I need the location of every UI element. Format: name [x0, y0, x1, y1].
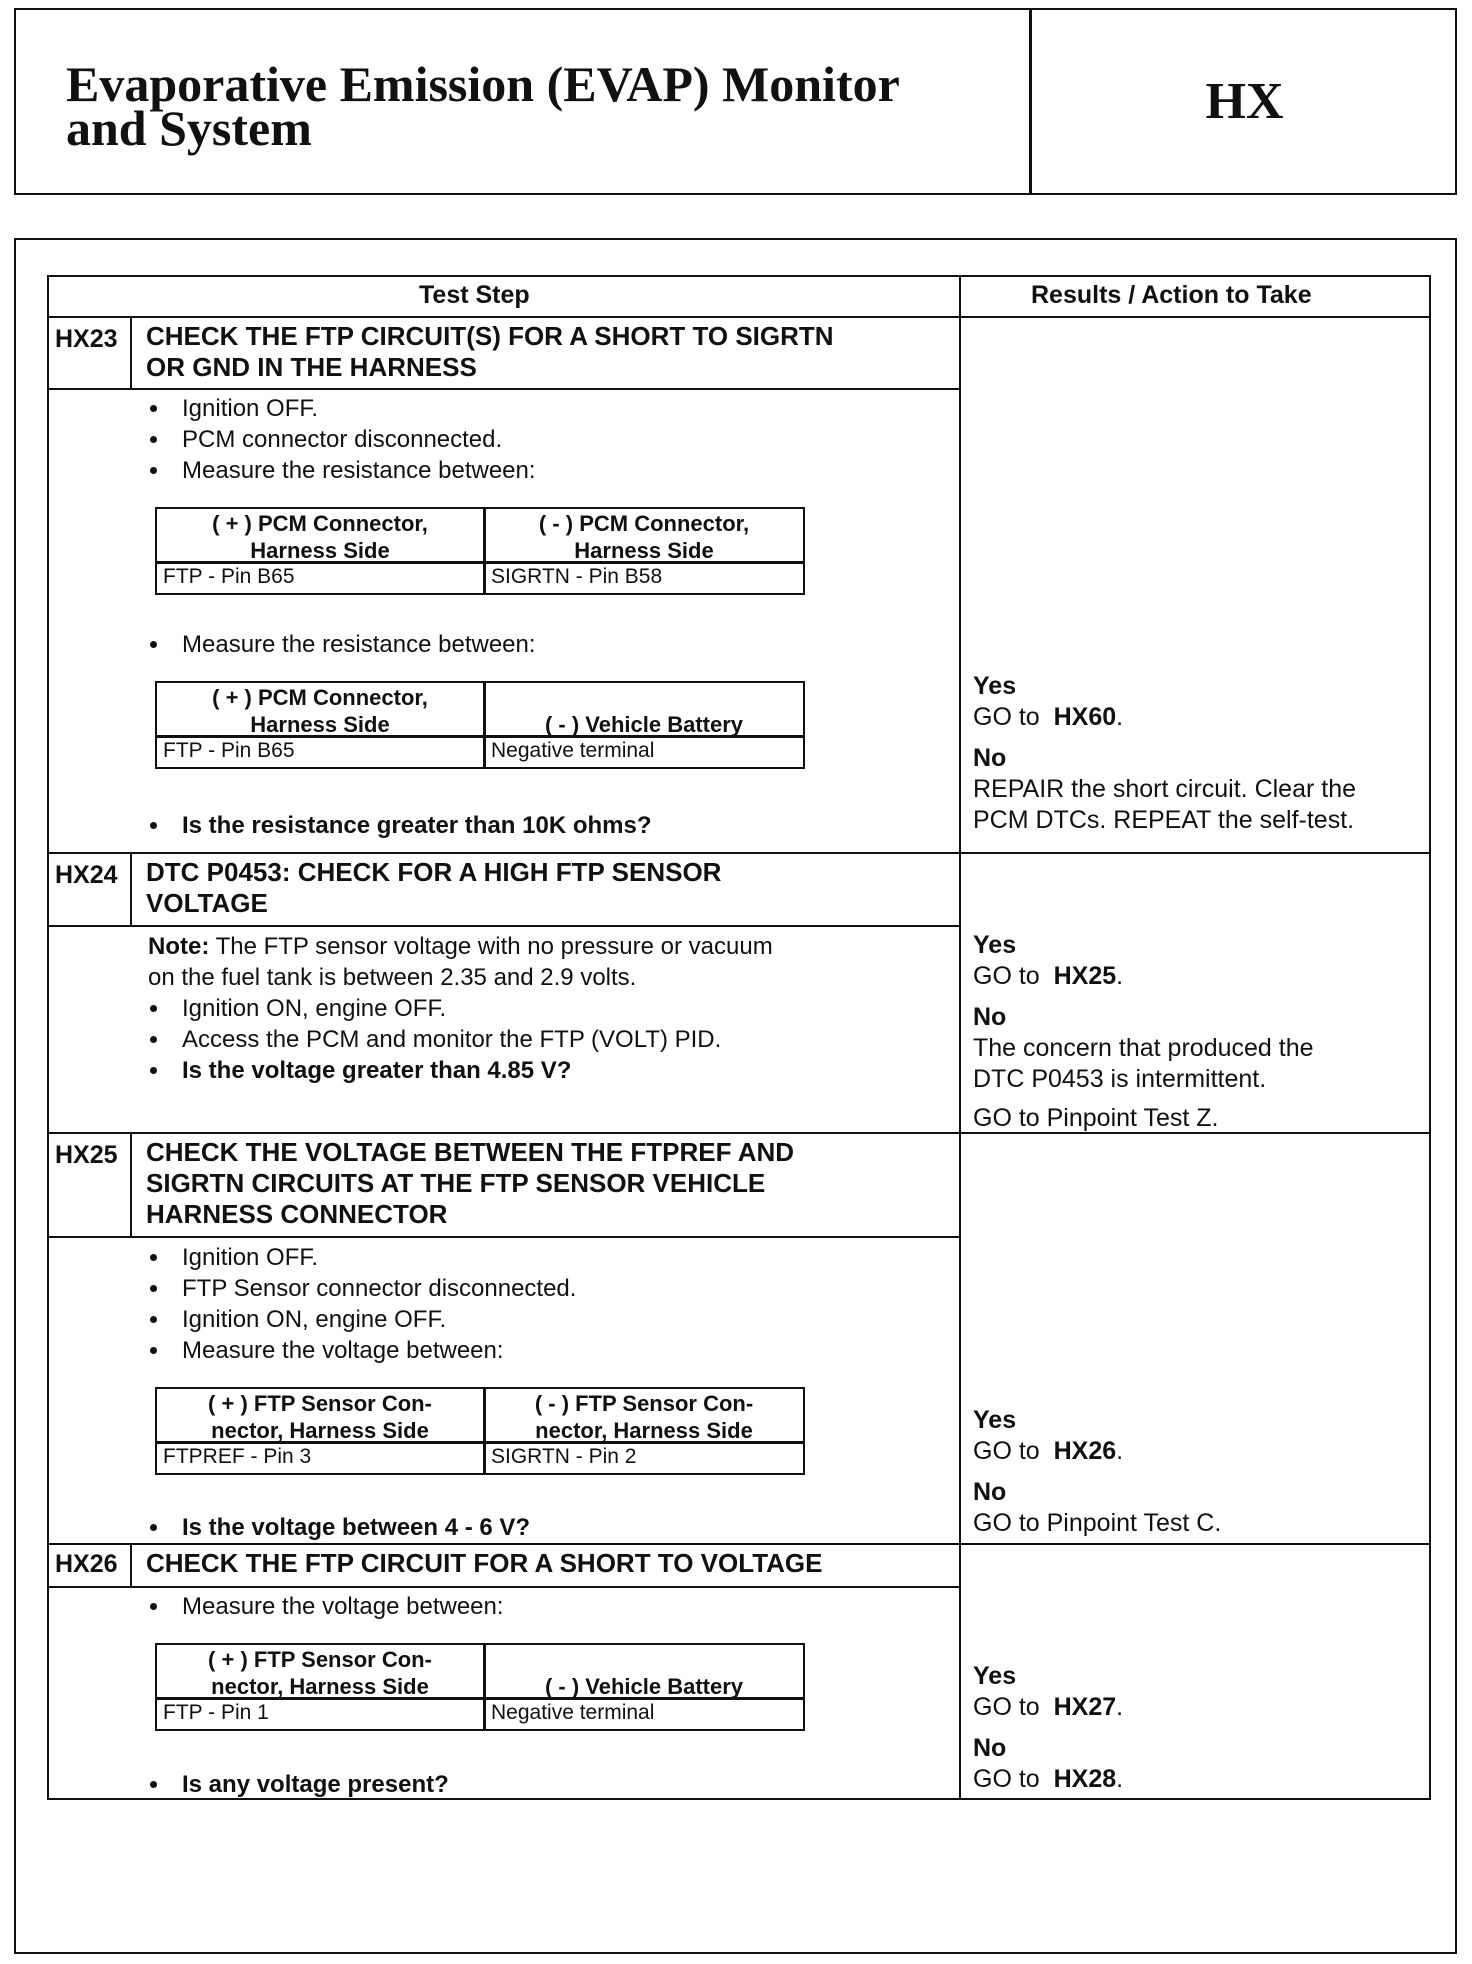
- result-no-action: GO to HX28.: [973, 1765, 1124, 1793]
- go-to-text: GO to: [973, 1693, 1040, 1721]
- result-yes-action: GO to HX25.: [973, 962, 1124, 990]
- result-yes-label: Yes: [973, 672, 1017, 700]
- result-no-label: No: [973, 1734, 1007, 1762]
- connector-header: [157, 1390, 483, 1444]
- connector-cell: Negative terminal: [491, 1701, 655, 1724]
- step-instruction: Ignition ON, engine OFF.: [182, 1306, 447, 1333]
- connector-header-line: nector, Harness Side: [535, 1418, 753, 1443]
- step-title-line: CHECK THE FTP CIRCUIT(S) FOR A SHORT TO SIGRTN: [146, 321, 834, 351]
- bullet: [150, 1036, 157, 1043]
- connector-header-line: Harness Side: [250, 538, 390, 563]
- bullet: [150, 1316, 157, 1323]
- connector-table: [155, 1387, 805, 1475]
- connector-cell: SIGRTN - Pin 2: [491, 1445, 637, 1468]
- go-to-target: HX28: [1053, 1765, 1117, 1793]
- step-instruction: Access the PCM and monitor the FTP (VOLT) PID.: [182, 1026, 722, 1053]
- bullet: [150, 641, 157, 648]
- connector-header-line: Harness Side: [574, 538, 714, 563]
- step-id: HX26: [55, 1550, 118, 1578]
- connector-table: [155, 507, 805, 595]
- connector-header: ( - ) Vehicle Battery: [544, 712, 744, 737]
- result-block: [973, 1661, 1123, 1795]
- step-title-line: SIGRTN CIRCUITS AT THE FTP SENSOR VEHICLE: [146, 1168, 766, 1198]
- connector-header-line: ( - ) PCM Connector,: [538, 511, 750, 536]
- bullet: [150, 1524, 157, 1531]
- result-yes-action: GO to HX60.: [973, 703, 1124, 731]
- connector-header-line: nector, Harness Side: [211, 1418, 429, 1443]
- step-separator: [49, 852, 1429, 854]
- title-line-divider: [49, 1236, 959, 1238]
- result-no-action: REPAIR the short circuit. Clear the: [973, 775, 1357, 803]
- step-title: [146, 857, 936, 919]
- result-no-action: The concern that produced the: [973, 1034, 1314, 1062]
- id-divider: [130, 1543, 132, 1586]
- connector-cell: FTP - Pin 1: [163, 1701, 269, 1724]
- result-yes-label: Yes: [973, 931, 1017, 959]
- step-instruction: FTP Sensor connector disconnected.: [182, 1275, 577, 1302]
- connector-header: [485, 1390, 803, 1444]
- step-question: Is the voltage between 4 - 6 V?: [182, 1514, 531, 1541]
- bullet: [150, 436, 157, 443]
- note-label: Note:: [148, 933, 210, 960]
- result-block: [973, 671, 1356, 836]
- step-title: [146, 1137, 936, 1230]
- step-instruction: Measure the resistance between:: [182, 457, 536, 484]
- column-divider: [959, 277, 961, 1798]
- step-instruction: Ignition OFF.: [182, 395, 319, 422]
- step-title-line: VOLTAGE: [146, 888, 268, 918]
- page-header: [14, 8, 1457, 195]
- title-line-divider: [49, 388, 959, 390]
- step-separator: [49, 1543, 1429, 1545]
- result-no-label: No: [973, 744, 1007, 772]
- step-title-line: HARNESS CONNECTOR: [146, 1199, 448, 1229]
- step-instruction: Measure the voltage between:: [182, 1337, 504, 1364]
- step-instruction: Measure the resistance between:: [182, 631, 536, 658]
- go-to-target: HX60: [1053, 703, 1117, 731]
- step-note-line: on the fuel tank is between 2.35 and 2.9 volts.: [148, 964, 637, 991]
- bullet: [150, 1254, 157, 1261]
- header-row-line: [49, 316, 1429, 318]
- note-text: The FTP sensor voltage with no pressure or vacuum: [215, 933, 773, 960]
- connector-cell: SIGRTN - Pin B58: [491, 565, 663, 588]
- connector-header: [157, 684, 483, 738]
- connector-header-line: ( + ) FTP Sensor Con-: [208, 1391, 432, 1416]
- connector-cell: FTPREF - Pin 3: [163, 1445, 312, 1468]
- result-no-action: DTC P0453 is intermittent.: [973, 1065, 1267, 1093]
- connector-table: [155, 1643, 805, 1731]
- result-yes-label: Yes: [973, 1406, 1017, 1434]
- go-to-target: HX25: [1053, 962, 1117, 990]
- result-no-label: No: [973, 1478, 1007, 1506]
- step-note-line: [148, 931, 773, 962]
- step-question: Is the voltage greater than 4.85 V?: [182, 1057, 572, 1084]
- col-header-results: Results / Action to Take: [1031, 281, 1312, 309]
- id-divider: [130, 316, 132, 388]
- step-title-line: CHECK THE VOLTAGE BETWEEN THE FTPREF AND: [146, 1137, 795, 1167]
- connector-header-line: Harness Side: [250, 712, 390, 737]
- title-line-divider: [49, 1586, 959, 1588]
- go-to-text: GO to: [973, 703, 1040, 731]
- connector-header: ( - ) Vehicle Battery: [544, 1674, 744, 1699]
- result-no-label: No: [973, 1003, 1007, 1031]
- connector-header: [485, 510, 803, 564]
- step-instruction: Measure the voltage between:: [182, 1593, 504, 1620]
- bullet: [150, 1005, 157, 1012]
- result-no-action: GO to Pinpoint Test C.: [973, 1509, 1222, 1537]
- connector-header: [157, 510, 483, 564]
- result-no-action: GO to Pinpoint Test Z.: [973, 1104, 1219, 1132]
- result-yes-action: GO to HX26.: [973, 1437, 1124, 1465]
- step-id: HX23: [55, 325, 118, 353]
- result-block: [973, 930, 1314, 1134]
- step-id: HX24: [55, 861, 118, 889]
- connector-header-line: ( + ) PCM Connector,: [212, 685, 428, 710]
- connector-cell: Negative terminal: [491, 739, 655, 762]
- step-id: HX25: [55, 1141, 118, 1169]
- step-question: Is the resistance greater than 10K ohms?: [182, 812, 652, 839]
- col-header-test-step: Test Step: [419, 281, 530, 309]
- step-separator: [49, 1132, 1429, 1134]
- step-question: Is any voltage present?: [182, 1771, 449, 1798]
- bullet: [150, 405, 157, 412]
- bullet: [150, 467, 157, 474]
- title-line-1: Evaporative Emission (EVAP) Monitor: [66, 56, 900, 112]
- step-title: [146, 321, 936, 383]
- connector-table: [155, 681, 805, 769]
- section-code: HX: [1205, 73, 1284, 130]
- step-instruction: Ignition ON, engine OFF.: [182, 995, 447, 1022]
- connector-cell: FTP - Pin B65: [163, 739, 295, 762]
- bullet: [150, 1067, 157, 1074]
- connector-header-line: ( + ) FTP Sensor Con-: [208, 1647, 432, 1672]
- bullet: [150, 822, 157, 829]
- title-line-divider: [49, 925, 959, 927]
- step-title-line: CHECK THE FTP CIRCUIT FOR A SHORT TO VOLTAGE: [146, 1548, 823, 1578]
- title-line-2: and System: [66, 100, 312, 156]
- step-instruction: PCM connector disconnected.: [182, 426, 503, 453]
- step-note: [148, 931, 773, 993]
- connector-header: [157, 1646, 483, 1700]
- connector-header-line: ( + ) PCM Connector,: [212, 511, 428, 536]
- go-to-text: GO to: [973, 1765, 1040, 1793]
- bullet: [150, 1781, 157, 1788]
- test-step-table: [47, 275, 1431, 1800]
- page-title: [66, 56, 986, 156]
- id-divider: [130, 852, 132, 925]
- connector-header-line: nector, Harness Side: [211, 1674, 429, 1699]
- step-instruction: Ignition OFF.: [182, 1244, 319, 1271]
- result-no-action: PCM DTCs. REPEAT the self-test.: [973, 806, 1355, 834]
- bullet: [150, 1285, 157, 1292]
- bullet: [150, 1603, 157, 1610]
- connector-header-line: ( - ) FTP Sensor Con-: [534, 1391, 754, 1416]
- step-title-line: OR GND IN THE HARNESS: [146, 352, 477, 382]
- go-to-text: GO to: [973, 1437, 1040, 1465]
- result-yes-label: Yes: [973, 1662, 1017, 1690]
- step-title-line: DTC P0453: CHECK FOR A HIGH FTP SENSOR: [146, 857, 722, 887]
- bullet: [150, 1347, 157, 1354]
- connector-cell: FTP - Pin B65: [163, 565, 295, 588]
- step-title: [146, 1548, 936, 1579]
- go-to-target: HX27: [1053, 1693, 1117, 1721]
- go-to-text: GO to: [973, 962, 1040, 990]
- result-yes-action: GO to HX27.: [973, 1693, 1124, 1721]
- id-divider: [130, 1132, 132, 1236]
- go-to-target: HX26: [1053, 1437, 1117, 1465]
- result-block: [973, 1405, 1221, 1539]
